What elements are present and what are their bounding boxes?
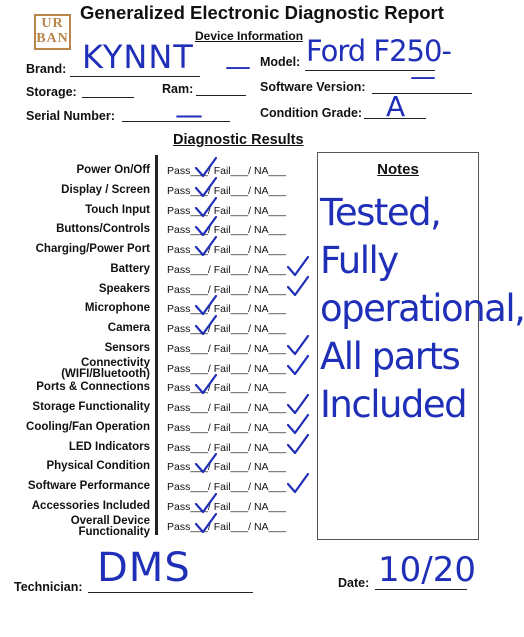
technician-value: DMS [97, 545, 191, 591]
pass-check-mark [194, 492, 218, 514]
diag-label: Buttons/Controls [56, 223, 150, 236]
pass-check-mark [194, 235, 218, 257]
storage-label: Storage: [26, 85, 77, 99]
condition-value: A [386, 90, 406, 123]
diag-options: Pass___/ Fail___/ NA___ [167, 382, 287, 395]
diag-label: Sensors [104, 341, 150, 354]
serial-value: — [175, 98, 203, 131]
na-check-mark [286, 255, 310, 277]
diag-options: Pass___/ Fail___/ NA___ [167, 263, 287, 276]
na-check-mark [286, 275, 310, 297]
diag-options: Pass___/ Fail___/ NA___ [167, 303, 287, 316]
pass-check-mark [194, 215, 218, 237]
diag-label: Touch Input [85, 203, 150, 216]
diag-label: Cooling/Fan Operation [26, 420, 150, 433]
diag-label: Ports & Connections [36, 381, 150, 394]
ram-label: Ram: [162, 82, 194, 96]
diag-options: Pass___/ Fail___/ NA___ [167, 500, 287, 513]
diag-options: Pass___/ Fail___/ NA___ [167, 165, 287, 177]
condition-label: Condition Grade: [260, 106, 363, 120]
diag-label: Connectivity (WIFI/Bluetooth) [61, 356, 150, 380]
diag-label: Power On/Off [76, 164, 150, 176]
report-title: Generalized Electronic Diagnostic Report [80, 2, 444, 23]
diagnostic-results-heading: Diagnostic Results [173, 132, 304, 148]
notes-title: Notes [377, 161, 419, 178]
serial-label: Serial Number: [26, 109, 115, 123]
diag-options: Pass___/ Fail___/ NA___ [167, 323, 287, 335]
pass-check-mark [194, 176, 218, 198]
pass-check-mark [194, 373, 218, 395]
na-check-mark [286, 334, 310, 356]
brand-label: Brand: [26, 62, 67, 76]
diag-options: Pass___/ Fail___/ NA___ [167, 204, 287, 217]
urban-logo [34, 14, 71, 50]
brand-line [70, 76, 200, 77]
diag-label: Accessories Included [31, 499, 150, 512]
diag-options: Pass___/ Fail___/ NA___ [167, 224, 287, 237]
diag-label: Overall Device Functionality [70, 514, 150, 538]
diag-options: Pass___/ Fail___/ NA___ [167, 421, 287, 434]
diag-options: Pass___/ Fail___/ NA___ [167, 184, 287, 197]
diag-options: Pass___/ Fail___/ NA___ [167, 362, 287, 375]
diag-label: Software Performance [27, 480, 150, 492]
diag-options: Pass___/ Fail___/ NA___ [167, 461, 287, 474]
diag-label: Physical Condition [46, 460, 150, 473]
diag-options: Pass___/ Fail___/ NA___ [167, 342, 287, 355]
technician-line [88, 592, 253, 593]
diag-label: Speakers [98, 282, 150, 295]
storage-line [82, 97, 134, 98]
na-check-mark [286, 472, 310, 494]
diag-label: Battery [110, 262, 150, 275]
software-value: — [410, 62, 436, 92]
device-info-heading: Device Information [195, 29, 304, 43]
diag-options: Pass___/ Fail___/ NA___ [167, 283, 287, 296]
diag-options: Pass___/ Fail___/ NA___ [167, 402, 287, 414]
brand-value: KYNNT [82, 38, 194, 76]
technician-label: Technician: [14, 580, 83, 594]
date-label: Date: [338, 576, 370, 590]
na-check-mark [286, 433, 310, 455]
na-check-mark [286, 413, 310, 435]
na-check-mark [286, 393, 310, 415]
diag-label: Microphone [84, 302, 150, 315]
pass-check-mark [194, 196, 218, 218]
model-value: Ford F250- [306, 34, 451, 68]
notes-handwritten: Tested, Fully operational, All parts Included [320, 191, 524, 426]
pass-check-mark [194, 314, 218, 336]
divider-bar [155, 155, 158, 535]
diag-options: Pass___/ Fail___/ NA___ [167, 441, 287, 454]
logo-text: UR BAN [36, 16, 69, 46]
pass-check-mark [194, 156, 218, 178]
diag-label: Camera [107, 322, 150, 334]
diag-label: Charging/Power Port [35, 243, 150, 255]
na-check-mark [286, 354, 310, 376]
diag-label: Display / Screen [61, 183, 150, 196]
notes-box [317, 152, 524, 540]
model-label: Model: [260, 55, 301, 69]
date-value: 10/20 [378, 550, 476, 590]
diag-label: LED Indicators [68, 440, 150, 453]
software-label: Software Version: [260, 80, 366, 94]
ram-line [196, 95, 246, 96]
pass-check-mark [194, 294, 218, 316]
diag-options: Pass___/ Fail___/ NA___ [167, 244, 287, 256]
diag-options: Pass___/ Fail___/ NA___ [167, 520, 287, 533]
pass-check-mark [194, 452, 218, 474]
pass-check-mark [194, 512, 218, 534]
ram-value: — [225, 52, 251, 82]
diag-options: Pass___/ Fail___/ NA___ [167, 481, 287, 493]
diag-label: Storage Functionality [32, 401, 150, 413]
